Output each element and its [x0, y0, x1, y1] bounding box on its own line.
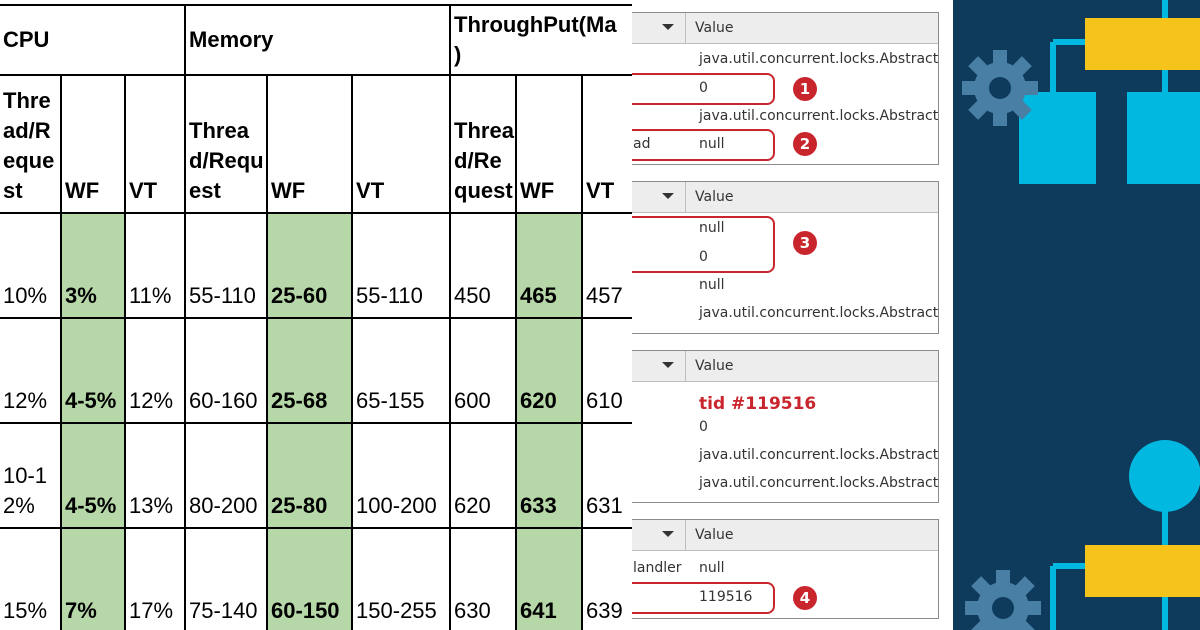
variable-name: ad — [633, 136, 651, 152]
process-box — [1019, 92, 1096, 184]
annotation-badge: 1 — [793, 77, 817, 101]
value-column-header[interactable]: Value — [695, 527, 734, 543]
panel-header — [632, 13, 938, 44]
table-cell: 80-200 — [185, 423, 267, 528]
table-cell: 55-110 — [185, 213, 267, 318]
table-cell: 13% — [125, 423, 185, 528]
table-cell: 4-5% — [61, 318, 125, 423]
variables-panel — [632, 350, 939, 503]
column-divider[interactable] — [685, 520, 686, 550]
table-cell: 150-255 — [352, 528, 450, 630]
table-cell: 75-140 — [185, 528, 267, 630]
variable-value: java.util.concurrent.locks.Abstract — [699, 305, 939, 321]
table-cell: 620 — [450, 423, 516, 528]
variable-value: null — [699, 277, 725, 293]
table-cell: 620 — [516, 318, 582, 423]
table-cell: 60-160 — [185, 318, 267, 423]
column-header: WF — [516, 75, 582, 213]
panel-header — [632, 182, 938, 213]
table-cell: 610 — [582, 318, 632, 423]
table-row — [0, 318, 632, 423]
table-cell: 465 — [516, 213, 582, 318]
table-cell: 25-60 — [267, 213, 352, 318]
variable-value: java.util.concurrent.locks.Abstract — [699, 51, 939, 67]
variables-panel — [632, 12, 939, 165]
column-divider[interactable] — [685, 351, 686, 381]
column-header: WF — [61, 75, 125, 213]
variables-panel — [632, 181, 939, 334]
debugger-panels — [632, 0, 953, 630]
column-header: WF — [267, 75, 352, 213]
table-cell: 4-5% — [61, 423, 125, 528]
table-cell: 3% — [61, 213, 125, 318]
table-cell: 60-150 — [267, 528, 352, 630]
panel-header — [632, 520, 938, 551]
process-box — [1085, 545, 1200, 597]
panel-header — [632, 351, 938, 382]
sort-arrow-icon[interactable] — [662, 362, 674, 368]
column-divider[interactable] — [685, 182, 686, 212]
table-cell: 25-80 — [267, 423, 352, 528]
column-header: VT — [582, 75, 632, 213]
table-row — [0, 528, 632, 630]
variable-value: 0 — [699, 419, 708, 435]
table-row — [0, 423, 632, 528]
variable-value: java.util.concurrent.locks.Abstract — [699, 108, 939, 124]
variable-value: java.util.concurrent.locks.Abstract — [699, 475, 939, 491]
table-cell: 633 — [516, 423, 582, 528]
process-box — [1085, 18, 1200, 70]
variables-panel — [632, 519, 939, 619]
variable-value: null — [699, 220, 725, 236]
decorative-diagram — [953, 0, 1200, 630]
table-cell: 7% — [61, 528, 125, 630]
table-cell: 65-155 — [352, 318, 450, 423]
variable-value: null — [699, 560, 725, 576]
table-cell: 450 — [450, 213, 516, 318]
highlight-box — [632, 73, 775, 105]
column-header: Thread/Request — [185, 75, 267, 213]
table-cell: 17% — [125, 528, 185, 630]
value-column-header[interactable]: Value — [695, 358, 734, 374]
process-box — [1127, 92, 1200, 184]
column-header: Thread/Request — [450, 75, 516, 213]
table-cell: 600 — [450, 318, 516, 423]
column-header: VT — [125, 75, 185, 213]
gear-icon — [962, 50, 1038, 126]
table-cell: 25-68 — [267, 318, 352, 423]
table-cell: 10-12% — [0, 423, 61, 528]
column-header: Thread/Request — [0, 75, 61, 213]
variable-value: 0 — [699, 80, 708, 96]
table-cell: 11% — [125, 213, 185, 318]
value-column-header[interactable]: Value — [695, 20, 734, 36]
table-cell: 639 — [582, 528, 632, 630]
variable-value: java.util.concurrent.locks.Abstract — [699, 447, 939, 463]
thread-id-label: tid #119516 — [699, 394, 817, 414]
highlight-box — [632, 216, 775, 273]
sort-arrow-icon[interactable] — [662, 193, 674, 199]
cpu-group-header: CPU — [0, 5, 185, 75]
table-cell: 641 — [516, 528, 582, 630]
sort-arrow-icon[interactable] — [662, 531, 674, 537]
column-header: VT — [352, 75, 450, 213]
table-cell: 15% — [0, 528, 61, 630]
flow-diagram-graphic — [953, 0, 1200, 630]
highlight-box — [632, 582, 775, 614]
value-column-header[interactable]: Value — [695, 189, 734, 205]
annotation-badge: 3 — [793, 231, 817, 255]
table-cell: 12% — [125, 318, 185, 423]
table-cell: 631 — [582, 423, 632, 528]
column-divider[interactable] — [685, 13, 686, 43]
table-row — [0, 213, 632, 318]
performance-table — [0, 4, 632, 630]
gear-icon — [965, 570, 1041, 630]
table-cell: 457 — [582, 213, 632, 318]
circle-node — [1129, 440, 1200, 512]
table-cell: 55-110 — [352, 213, 450, 318]
memory-group-header: Memory — [185, 5, 450, 75]
annotation-badge: 2 — [793, 132, 817, 156]
throughput-group-header: ThroughPut(Ma ) — [450, 5, 632, 75]
table-cell: 12% — [0, 318, 61, 423]
table-cell: 100-200 — [352, 423, 450, 528]
table-cell: 630 — [450, 528, 516, 630]
variable-value: null — [699, 136, 725, 152]
variable-value: 119516 — [699, 589, 753, 605]
highlight-box — [632, 129, 775, 161]
variable-name: landler — [633, 560, 682, 576]
variable-value: 0 — [699, 249, 708, 265]
table-cell: 10% — [0, 213, 61, 318]
sort-arrow-icon[interactable] — [662, 24, 674, 30]
annotation-badge: 4 — [793, 586, 817, 610]
